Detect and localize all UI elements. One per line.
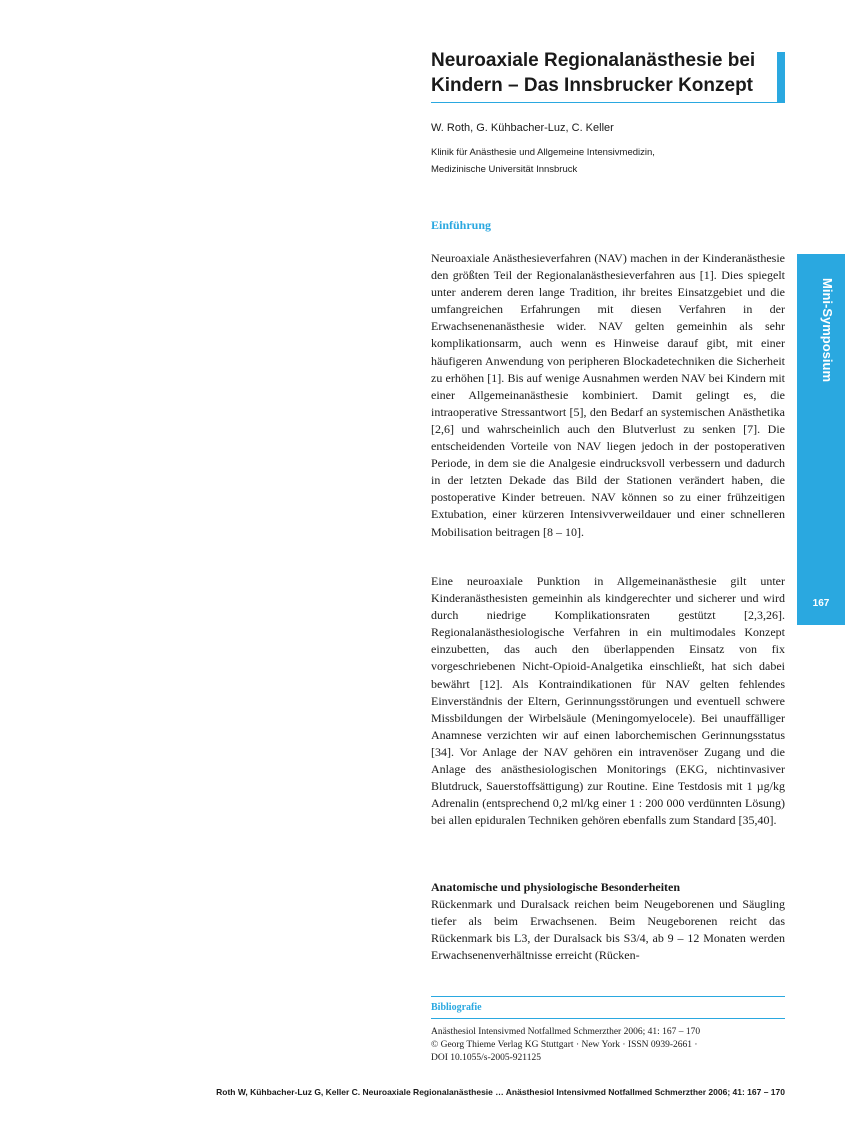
title-underline <box>431 102 785 103</box>
page-number: 167 <box>812 598 830 609</box>
bibliography-journal: Anästhesiol Intensivmed Notfallmed Schmerzther 2006; 41: 167 – 170 <box>431 1027 701 1037</box>
title-line-2: Kindern – Das Innsbrucker Konzept <box>431 75 754 96</box>
bibliography-heading: Bibliografie <box>431 1002 482 1013</box>
bibliography <box>431 1026 700 1065</box>
bibliography-publisher: © Georg Thieme Verlag KG Stuttgart · New York · ISSN 0939-2661 · <box>431 1040 698 1050</box>
title-accent-bar <box>777 52 785 102</box>
bibliography-doi: DOI 10.1055/s-2005-921125 <box>431 1053 541 1063</box>
authors: W. Roth, G. Kühbacher-Luz, C. Keller <box>431 122 614 134</box>
affiliation-line-2: Medizinische Universität Innsbruck <box>431 164 578 175</box>
article-title <box>431 48 785 98</box>
affiliation-line-1: Klinik für Anästhesie und Allgemeine Intensivmedizin, <box>431 147 655 158</box>
sidebar-label: Mini-Symposium <box>820 278 835 383</box>
bibliography-rule-bottom <box>431 1018 785 1019</box>
title-block <box>431 48 785 98</box>
sidebar-tab <box>797 254 845 625</box>
paragraph-anatomy: Rückenmark und Duralsack reichen beim Neugeborenen und Säugling tiefer als beim Erwachsenen. Beim Neugeborenen reicht das Rückenmark bis L3, der Duralsack bis S3/4, ab 9 – 12 Monaten werden Erwachsenenverhältnisse erreicht (Rücken- <box>431 897 785 963</box>
affiliation <box>431 144 655 178</box>
section-heading: Einführung <box>431 218 492 232</box>
subheading-anatomy: Anatomische und physiologische Besonderheiten <box>431 880 681 894</box>
bibliography-rule-top <box>431 996 785 997</box>
footer-citation: Roth W, Kühbacher-Luz G, Keller C. Neuroaxiale Regionalanästhesie … Anästhesiol Intensivmed Notfallmed Schmerzther 2006; 41: 167 – 170 <box>216 1087 785 1097</box>
title-line-1: Neuroaxiale Regionalanästhesie bei <box>431 50 756 71</box>
paragraph-introduction-2: Eine neuroaxiale Punktion in Allgemeinanästhesie gilt unter Kinderanästhesisten gemeinhin als kindgerechter und sicherer und wird durch niedrige Komplikationsraten gestützt [2,3,26]. Regionalanästhesiologische Verfahren in ein multimodales Konzept einzubetten, das auch den überlappenden Einsatz von fix vorgeschriebenen Nicht-Opioid-Analgetika einschließt, hat sich dabei bewährt [12]. Als Kontraindikationen für NAV gelten fehlendes Einverständnis der Eltern, Gerinnungsstörungen und eventuell schwere Missbildungen der Wirbelsäule (Meningomyelocele). Bei unauffälliger Anamnese verzichten wir auf einen laborchemischen Gerinnungsstatus [34]. Vor Anlage der NAV gehören ein intravenöser Zugang und die Anlage des anästhesiologischen Monitorings (EKG, nichtinvasiver Blutdruck, Sauerstoffsättigung) zur Routine. Eine Testdosis mit 1 µg/kg Adrenalin (entsprechend 0,2 ml/kg einer 1 : 200 000 verdünnten Lösung) bei allen epiduralen Techniken gehören ebenfalls zum Standard [35,40]. <box>431 574 785 828</box>
paragraph-introduction-1: Neuroaxiale Anästhesieverfahren (NAV) machen in der Kinderanästhesie den größten Teil der Regionalanästhesieverfahren aus [1]. Dies spiegelt unter anderem deren lange Tradition, ihr breites Einsatzgebiet und die umfangreichen Erfahrungen mit diesen Verfahren in der Erwachsenenanästhesie wider. NAV gelten gemeinhin als sehr komplikationsarm, auch wenn es Hinweise darauf gibt, mit einer häufigeren Anwendung von peripheren Blockadetechniken die Sicherheit zu erhöhen [1]. Bis auf wenige Ausnahmen werden NAV bei Kindern mit einer Allgemeinanästhesie kombiniert. Damit gelingt es, die intraoperative Stressantwort [5], den Bedarf an systemischen Anästhetika [2,6] und wahrscheinlich auch den Blutverlust zu senken [7]. Die entscheidenden Vorteile von NAV liegen jedoch in der postoperativen Periode, in dem sie die Analgesie eindrucksvoll verbessern und dadurch in der letzten Dekade das Bild der Stationen verändert haben, die postoperative Kinder betreuen. NAV können so zu einer frühzeitigen Extubation, einer kürzeren Intensivverweildauer und einer schnelleren Mobilisation beitragen [8 – 10]. <box>431 251 785 539</box>
